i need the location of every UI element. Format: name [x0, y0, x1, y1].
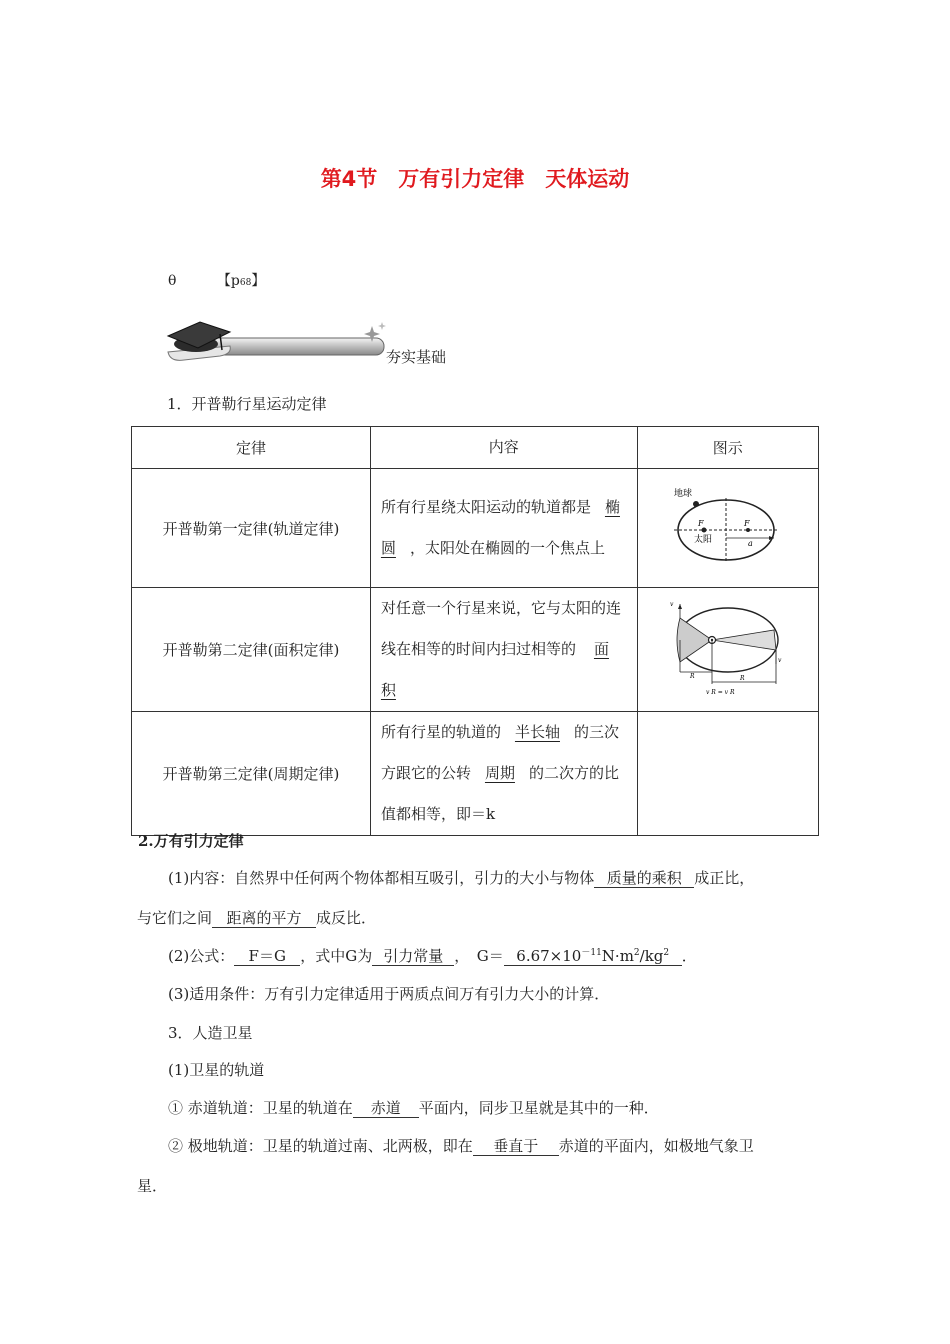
- svg-text:v R = v R: v R = v R: [705, 688, 735, 696]
- ellipse-orbit-diagram: [668, 486, 788, 566]
- answer-blank: F＝G: [234, 948, 300, 966]
- answer-blank: 垂直于: [473, 1138, 559, 1156]
- law-content: 对任意一个行星来说，它与太阳的连线在相等的时间内扫过相等的 面积: [370, 588, 637, 712]
- paragraph-conditions: (3)适用条件：万有引力定律适用于两质点间万有引力大小的计算．: [168, 985, 610, 1003]
- svg-text:R: R: [689, 672, 695, 680]
- diagram-cell: [637, 469, 818, 588]
- table-header: 内容: [370, 427, 637, 469]
- page-title: 第4节 万有引力定律 天体运动: [320, 167, 630, 191]
- theta-symbol: θ: [168, 273, 177, 289]
- page-reference: 【p68】: [216, 273, 266, 289]
- answer-blank: $6.67\times 10^{-11}N\cdot m^2/kg^2$: [504, 948, 682, 966]
- svg-text:v: v: [777, 656, 782, 664]
- svg-text:R: R: [739, 674, 745, 682]
- table-header: 图示: [637, 427, 818, 469]
- answer-blank: 椭圆: [380, 498, 620, 557]
- law-name: 开普勒第二定律(面积定律): [132, 588, 371, 712]
- paragraph-content-cont: 与它们之间 距离的平方 成反比．: [137, 909, 377, 927]
- svg-text:a: a: [747, 539, 753, 548]
- page-ref-marker: [168, 270, 265, 290]
- diagram-cell: [637, 588, 818, 712]
- answer-blank: 周期: [484, 764, 515, 782]
- section2-heading: 2.万有引力定律: [138, 832, 244, 850]
- law-name: 开普勒第一定律(轨道定律): [132, 469, 371, 588]
- table-row: [132, 588, 819, 712]
- svg-text:F: F: [743, 519, 750, 528]
- equatorial-orbit-item: ① 赤道轨道：卫星的轨道在 赤道 平面内，同步卫星就是其中的一种．: [168, 1099, 659, 1117]
- section3-sub: (1)卫星的轨道: [168, 1061, 265, 1079]
- table-header-row: [132, 427, 819, 469]
- law-name: 开普勒第三定律(周期定律): [132, 712, 371, 836]
- section3-heading: 3．人造卫星: [168, 1024, 253, 1042]
- table-row: [132, 712, 819, 836]
- table-header: 定律: [132, 427, 371, 469]
- area-law-diagram: [668, 598, 788, 698]
- paragraph-formula: (2)公式： F＝G ，式中G为 引力常量 ， $G= 6.67\times 10^{-11}N\cdot m^2/kg^2$ ．: [168, 947, 697, 965]
- law-content: 所有行星的轨道的 半长轴 的三次方跟它的公转 周期 的二次方的比值都相等，即＝k: [370, 712, 637, 836]
- answer-blank: 面积: [380, 640, 609, 699]
- svg-text:地球: 地球: [673, 489, 692, 499]
- paragraph-content: (1)内容：自然界中任何两个物体都相互吸引，引力的大小与物体 质量的乘积 成正比，: [168, 869, 755, 887]
- answer-blank: 赤道: [353, 1100, 419, 1118]
- svg-text:F: F: [697, 519, 704, 528]
- polar-orbit-item: ② 极地轨道：卫星的轨道过南、北两极，即在 垂直于 赤道的平面内，如极地气象卫: [168, 1137, 754, 1155]
- polar-orbit-item-cont: 星．: [137, 1177, 168, 1195]
- kepler-laws-table: [131, 426, 819, 836]
- svg-text:v: v: [669, 600, 674, 608]
- diagram-cell: [637, 712, 818, 836]
- answer-blank: 质量的乘积: [594, 870, 694, 888]
- law-content: 所有行星绕太阳运动的轨道都是 椭圆 ，太阳处在椭圆的一个焦点上: [370, 469, 637, 588]
- answer-blank: 引力常量: [372, 948, 454, 966]
- section1-heading: 1．开普勒行星运动定律: [167, 395, 327, 413]
- answer-blank: 距离的平方: [212, 910, 316, 928]
- banner-label: 夯实基础: [386, 348, 447, 366]
- answer-blank: 半长轴: [514, 723, 560, 741]
- table-row: [132, 469, 819, 588]
- svg-text:太阳: 太阳: [693, 535, 712, 545]
